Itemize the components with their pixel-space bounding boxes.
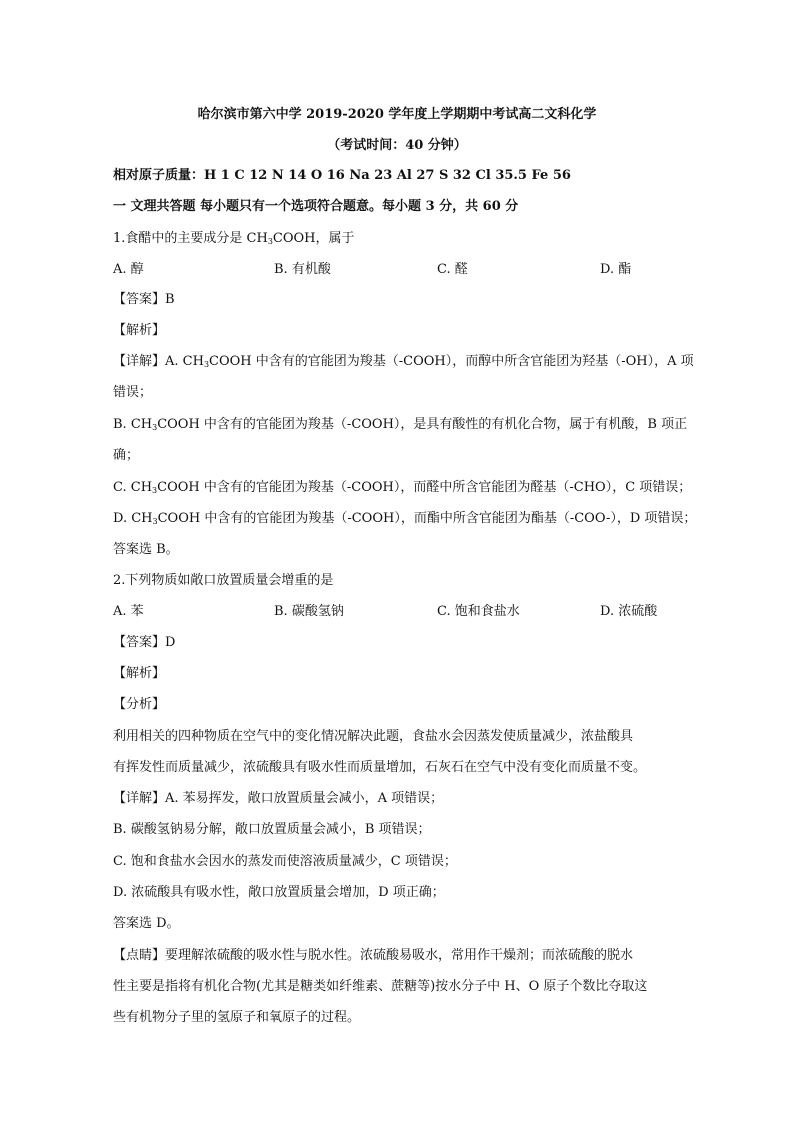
- q1-detail-a-sub: 3: [203, 360, 210, 369]
- q1-detail-b-text: B. CH: [113, 417, 153, 432]
- q2-option-b: B. 碳酸氢钠: [274, 604, 344, 619]
- exam-duration: （考试时间：40 分钟）: [327, 138, 467, 153]
- q1-detail-b-cont: 确；: [113, 448, 140, 463]
- q1-stem: [113, 230, 688, 248]
- q1-detail-d-rest: COOH 中含有的官能团为羧基（-COOH），而酯中所含官能团为酯基（-COO-），D 项错误；: [157, 511, 697, 526]
- q1-detail-c-text: C. CH: [113, 480, 153, 495]
- q1-detail-a-cont: 错误；: [113, 385, 153, 400]
- q2-detail-a: 【详解】A. 苯易挥发，敞口放置质量会减小，A 项错误；: [113, 791, 444, 806]
- q1-stem-a: 1.食醋中的主要成分是 CH: [113, 231, 268, 246]
- q1-stem-b: COOH，属于: [272, 231, 355, 246]
- q1-detail-d-text: D. CH: [113, 511, 153, 526]
- q2-option-d: D. 浓硫酸: [600, 604, 658, 619]
- q2-analysis-heading: 【解析】: [113, 666, 166, 681]
- q2-dianjing-1: 【点睛】要理解浓硫酸的吸水性与脱水性。浓硫酸易吸水，常用作干燥剂；而浓硫酸的脱水: [113, 948, 634, 963]
- q2-detail-b: B. 碳酸氢钠易分解，敞口放置质量会减小，B 项错误；: [113, 822, 431, 837]
- q1-detail-c-sub: 3: [152, 486, 158, 495]
- q1-stem-sub: 3: [267, 237, 273, 246]
- q2-dianjing-3: 些有机物分子里的氢原子和氧原子的过程。: [113, 1010, 361, 1025]
- q1-option-a: A. 醇: [113, 262, 144, 277]
- q2-option-a: A. 苯: [113, 604, 144, 619]
- q2-stem: 2.下列物质如敞口放置质量会增重的是: [113, 573, 334, 588]
- exam-title: 哈尔滨市第六中学 2019-2020 学年度上学期期中考试高二文科化学: [197, 107, 597, 122]
- q1-detail-d: [113, 510, 697, 528]
- q1-detail-a-text: 【详解】A. CH: [113, 354, 204, 369]
- q1-option-d: D. 酯: [600, 262, 632, 277]
- q1-analysis-heading: 【解析】: [113, 323, 166, 338]
- q2-option-c: C. 饱和食盐水: [437, 604, 520, 619]
- q1-answer: 【答案】B: [113, 292, 175, 307]
- q1-option-c: C. 醛: [437, 262, 468, 277]
- q1-detail-a-rest: COOH 中含有的官能团为羧基（-COOH），而醇中所含官能团为羟基（-OH），A 项: [209, 354, 694, 369]
- atomic-mass-line: 相对原子质量：H 1 C 12 N 14 O 16 Na 23 Al 27 S 32 Cl 35.5 Fe 56: [113, 168, 571, 183]
- q1-detail-a: [113, 353, 694, 371]
- q1-detail-c: [113, 479, 692, 497]
- q2-dianjing-2: 性主要是指将有机化合物(尤其是糖类如纤维素、蔗糖等)按水分子中 H、O 原子个数比夺取这: [113, 979, 648, 994]
- q2-detail-c: C. 饱和食盐水会因水的蒸发而使溶液质量减少，C 项错误；: [113, 854, 457, 869]
- q2-fenxi-text-2: 有挥发性而质量减少，浓硫酸具有吸水性而质量增加，石灰石在空气中没有变化而质量不变。: [113, 760, 647, 775]
- q1-detail-d-sub: 3: [152, 517, 158, 526]
- q1-detail-c-rest: COOH 中含有的官能团为羧基（-COOH），而醛中所含官能团为醛基（-CHO），C 项错误；: [157, 480, 692, 495]
- q2-answer: 【答案】D: [113, 635, 176, 650]
- q2-fenxi-text-1: 利用相关的四种物质在空气中的变化情况解决此题，食盐水会因蒸发使质量减少，浓盐酸具: [113, 729, 634, 744]
- q2-conclusion: 答案选 D。: [113, 916, 180, 931]
- q2-detail-d: D. 浓硫酸具有吸水性，敞口放置质量会增加，D 项正确；: [113, 885, 445, 900]
- q1-option-b: B. 有机酸: [274, 262, 331, 277]
- q1-conclusion: 答案选 B。: [113, 542, 179, 557]
- section-title: 一 文理共答题 每小题只有一个选项符合题意。每小题 3 分，共 60 分: [113, 199, 519, 214]
- q1-detail-b-rest: COOH 中含有的官能团为羧基（-COOH），是具有酸性的有机化合物，属于有机酸，B 项正: [157, 417, 688, 432]
- q1-detail-b: [113, 416, 688, 434]
- q2-fenxi-heading: 【分析】: [113, 697, 166, 712]
- q1-detail-b-sub: 3: [152, 423, 158, 432]
